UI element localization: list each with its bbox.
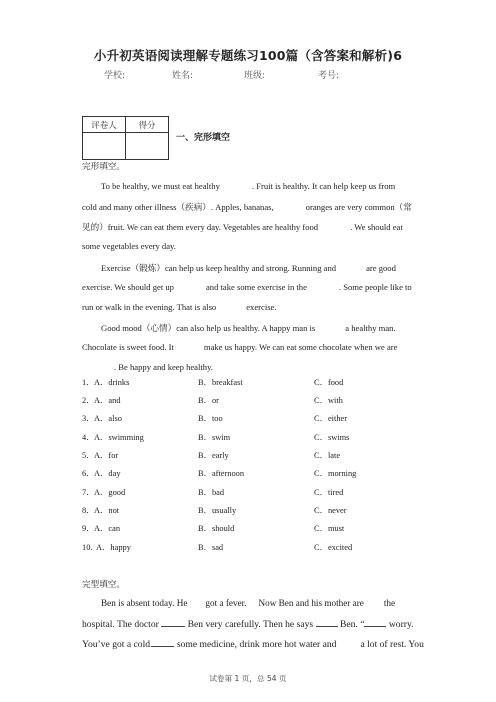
option-c: C．excited [314,543,353,552]
text: Chocolate is sweet food. It [82,342,174,352]
text: . Fruit is healthy. It can help keep us from [251,181,396,191]
option-number: 4． [82,433,95,442]
option-a: A．not [94,506,120,515]
text: You’ve got a cold. [82,639,153,650]
option-c: C．tired [314,488,344,497]
text: To be healthy, we must eat healthy [101,181,220,191]
passage1-line [82,302,277,312]
passage2-line [82,618,414,630]
section-title: 一、完形填空 [176,133,231,143]
passage1-intro: 完形填空。 [82,161,125,171]
option-a: A．and [94,396,121,405]
option-c: C．either [314,414,348,423]
option-c: C．swims [314,433,350,442]
option-number: 3． [82,414,95,423]
text: some medicine, drink more hot water and [176,639,337,650]
score-header: 得分 [126,117,169,133]
text: exercise. We should get up [82,282,174,292]
option-c: C．never [314,506,347,515]
page-title: 小升初英语阅读理解专题练习100篇（含答案和解析)6 [93,48,403,63]
option-number: 10． [82,543,99,552]
option-b: B．swim [198,433,231,442]
option-c: C．morning [314,469,357,478]
passage1-line [101,322,396,334]
option-b: B．breakfast [198,378,243,387]
passage1-line: . Be happy and keep healthy. [114,362,213,372]
text: Ben very carefully. Then he says [187,619,314,630]
option-b: B．usually [198,506,237,515]
text: Ben is absent today. He [101,598,188,608]
text: and take some exercise in the [205,282,307,292]
score-table [82,116,169,160]
passage2-line [101,598,395,608]
option-a: A．day [94,469,121,478]
option-b: B．afternoon [198,469,245,478]
passage1-line [101,262,396,274]
option-b: B．or [198,396,219,405]
option-b: B．should [198,524,235,533]
text: Good mood（心情）can also help us healthy. A happy man is [101,323,316,333]
text: exercise. [246,302,277,312]
option-number: 2． [82,396,95,405]
option-number: 5． [82,451,95,460]
option-a: A．drinks [94,378,130,387]
passage2-intro: 完型填空。 [82,579,125,589]
option-a: A．can [94,524,121,533]
option-a: A．for [94,451,119,460]
text: Exercise（锻炼）can help us keep healthy and strong. Running and [101,263,337,273]
passage1-line [82,221,403,233]
option-a: A．happy [96,543,131,552]
option-a: A．good [94,488,126,497]
passage2-line [82,638,424,650]
option-a: A．swimming [94,433,144,442]
name-label: 姓名: [172,71,194,81]
text: Ben. “ [339,619,365,630]
option-b: B．bad [198,488,225,497]
text: a healthy man. [345,323,396,333]
option-number: 8． [82,506,95,515]
text: . Some people like to [338,282,412,292]
page-footer: 试卷第 1 页，总 54 页 [209,674,287,683]
option-number: 1． [82,378,95,387]
text: a lot of rest. You [360,639,424,650]
reviewer-header: 评卷人 [83,117,126,133]
reviewer-cell [83,133,126,160]
passage1-line [82,342,397,352]
school-label: 学校: [104,71,126,81]
text: run or walk in the evening. That is also [82,302,217,312]
option-b: B．too [198,414,223,423]
option-a: A．also [94,414,122,423]
text: got a fever. [205,598,247,608]
option-b: B．sad [198,543,224,552]
option-c: C．food [314,378,344,387]
text: hospital. The doctor [82,619,159,630]
option-c: C．late [314,451,341,460]
option-b: B．early [198,451,229,460]
passage1-line [82,201,412,213]
passage1-line: some vegetables every day. [82,241,176,251]
score-cell [126,133,169,160]
option-number: 6． [82,469,95,478]
passage1-line [82,282,412,292]
text: Now Ben and his mother are [258,598,364,608]
option-c: C．with [314,396,343,405]
text: cold and many other illness（疾病）. Apples, bananas, [82,202,274,212]
number-label: 考号: [318,71,340,81]
text: the [383,598,396,608]
text: are good [366,263,396,273]
class-label: 班级: [244,71,266,81]
option-number: 7． [82,488,95,497]
text: . We should eat [350,222,403,232]
option-c: C．must [314,524,345,533]
text: 见的）fruit. We can eat them every day. Vegetables are healthy food [82,222,319,232]
text: oranges are very common（常 [305,202,412,212]
text: worry. [388,619,414,630]
text: make us happy. We can eat some chocolate when we are [203,342,398,352]
option-number: 9． [82,524,95,533]
passage1-line [101,181,395,191]
